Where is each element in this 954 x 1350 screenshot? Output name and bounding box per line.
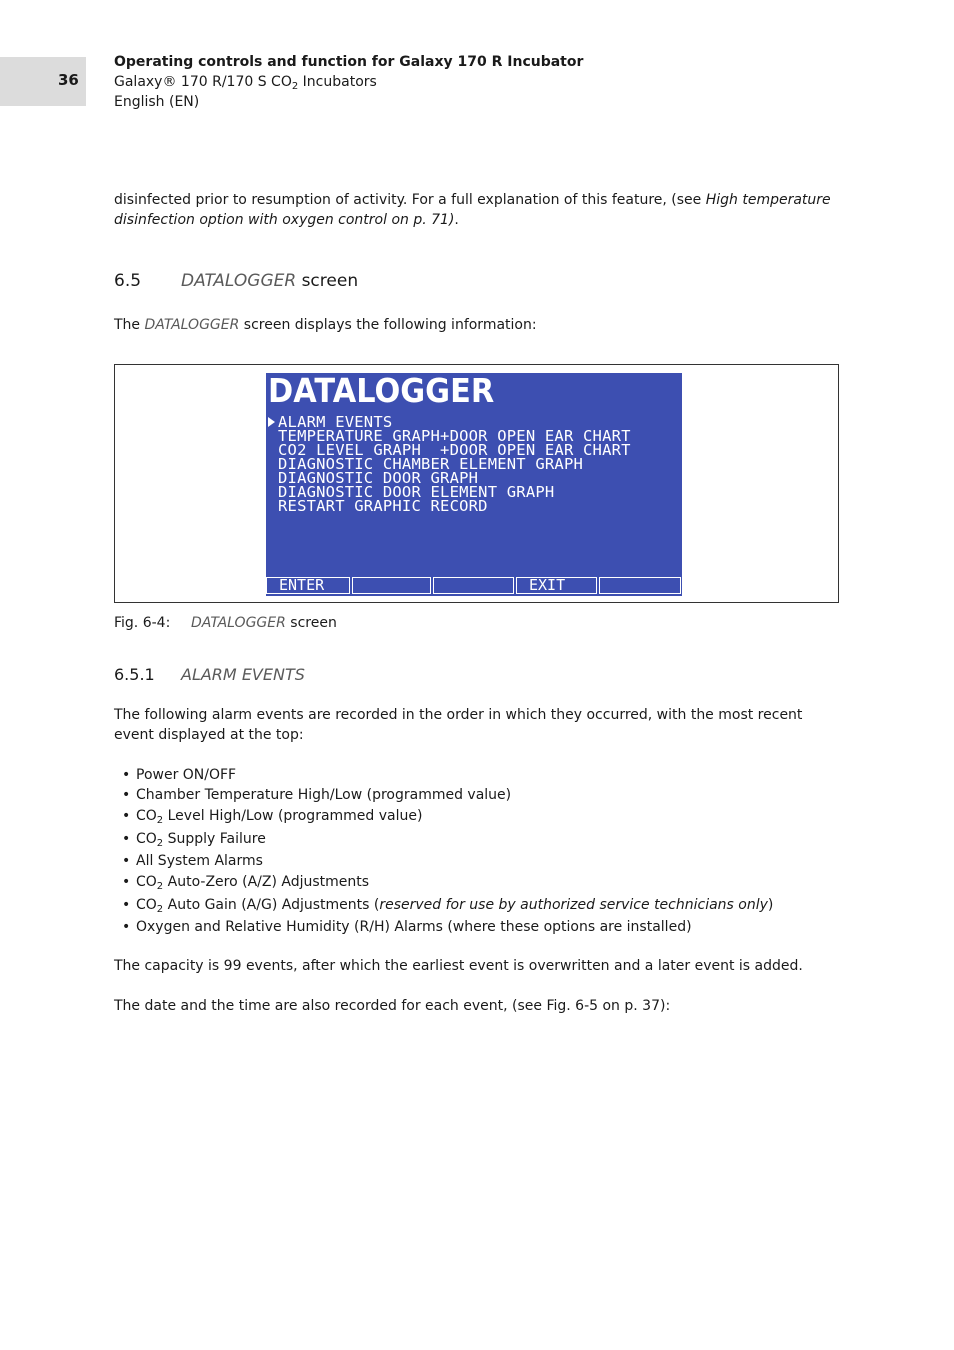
list-item-text: Level High/Low (programmed value) [167,808,423,824]
figure-frame [114,364,839,603]
page-number: 36 [58,71,79,89]
section-6-5-body [114,315,834,335]
softkey-enter[interactable]: ENTER [266,577,350,594]
menu-item-diagnostic-door[interactable]: DIAGNOSTIC DOOR GRAPH [278,469,479,487]
date-time-paragraph: The date and the time are also recorded for each event, (see Fig. 6-5 on p. 37): [114,998,671,1014]
header-title: Operating controls and function for Galaxy 170 R Incubator [114,54,584,70]
co2-text: CO [136,874,157,890]
co2-subscript: 2 [156,838,164,849]
list-item [122,805,773,828]
softkey-3[interactable] [433,577,514,594]
menu-item-alarm-events[interactable]: ALARM EVENTS [278,413,393,431]
co2-subscript: 2 [156,881,164,892]
cross-reference-link[interactable]: High temperature disinfection option with oxygen control on p. 71) [114,192,831,228]
list-item-text: Supply Failure [167,831,266,847]
list-item-italic: reserved for use by authorized service technicians only [379,897,768,913]
list-item: • Chamber Temperature High/Low (programmed value) [122,785,773,805]
header-language: English (EN) [114,94,200,110]
figure-caption-term: DATALOGGER [191,615,286,631]
header-subscript: 2 [291,81,299,92]
softkey-exit[interactable]: EXIT [516,577,597,594]
list-item [122,828,773,851]
list-item-text: Auto Gain (A/G) Adjustments ( [167,897,380,913]
capacity-paragraph: The capacity is 99 events, after which the earliest event is overwritten and a later event is added. [114,958,803,974]
menu-item-temperature-graph[interactable]: TEMPERATURE GRAPH+DOOR OPEN EAR CHART [278,427,631,445]
figure-label: Fig. 6-4: [114,615,171,631]
menu-item-co2-level-graph[interactable]: CO2 LEVEL GRAPH +DOOR OPEN EAR CHART [278,441,631,459]
body-text: The [114,317,145,333]
subsection-number: 6.5.1 [114,665,155,684]
section-heading-6-5-1 [114,665,305,684]
co2-text: CO [136,897,157,913]
list-item: • Oxygen and Relative Humidity (R/H) Alarms (where these options are installed) [122,917,773,937]
list-item [122,894,773,917]
softkey-2[interactable] [352,577,431,594]
softkey-5[interactable] [599,577,681,594]
list-item: • Power ON/OFF [122,765,773,785]
intro-text: disinfected prior to resumption of activity. For a full explanation of this feature, (see [114,192,706,208]
header-subtitle-suffix: Incubators [298,74,377,90]
section-title-italic: DATALOGGER [181,271,297,291]
selection-arrow-icon [268,417,275,427]
section-number: 6.5 [114,271,142,291]
header-subtitle-text: Galaxy® 170 R/170 S CO [114,74,292,90]
header-subtitle [114,72,583,92]
menu-item-diagnostic-door-element[interactable]: DIAGNOSTIC DOOR ELEMENT GRAPH [278,483,555,501]
screen-title: DATALOGGER [268,373,495,410]
alarm-events-list [122,765,773,937]
body-text-end: screen displays the following information: [239,317,537,333]
list-item: • All System Alarms [122,851,773,871]
intro-paragraph [114,190,834,230]
intro-text-end: . [454,212,459,228]
section-title-rest: screen [296,271,359,291]
figure-caption [114,615,337,631]
co2-subscript: 2 [156,815,164,826]
menu-item-diagnostic-chamber[interactable]: DIAGNOSTIC CHAMBER ELEMENT GRAPH [278,455,584,473]
datalogger-screen [266,373,682,596]
figure-caption-rest: screen [285,615,337,631]
co2-text: CO [136,831,157,847]
list-item [122,871,773,894]
section-heading-6-5 [114,271,358,291]
co2-text: CO [136,808,157,824]
body-term: DATALOGGER [144,317,240,333]
running-header [114,52,583,112]
alarm-events-intro: The following alarm events are recorded in the order in which they occurred, with the most recent event displayed at the top: [114,707,803,743]
list-item-text: Auto-Zero (A/Z) Adjustments [167,874,370,890]
screen-menu [278,415,631,513]
subsection-title: ALARM EVENTS [181,665,305,684]
list-item-text-end: ) [767,897,774,913]
menu-item-restart-graphic-record[interactable]: RESTART GRAPHIC RECORD [278,497,488,515]
co2-subscript: 2 [156,904,164,915]
softkey-bar [266,577,682,596]
